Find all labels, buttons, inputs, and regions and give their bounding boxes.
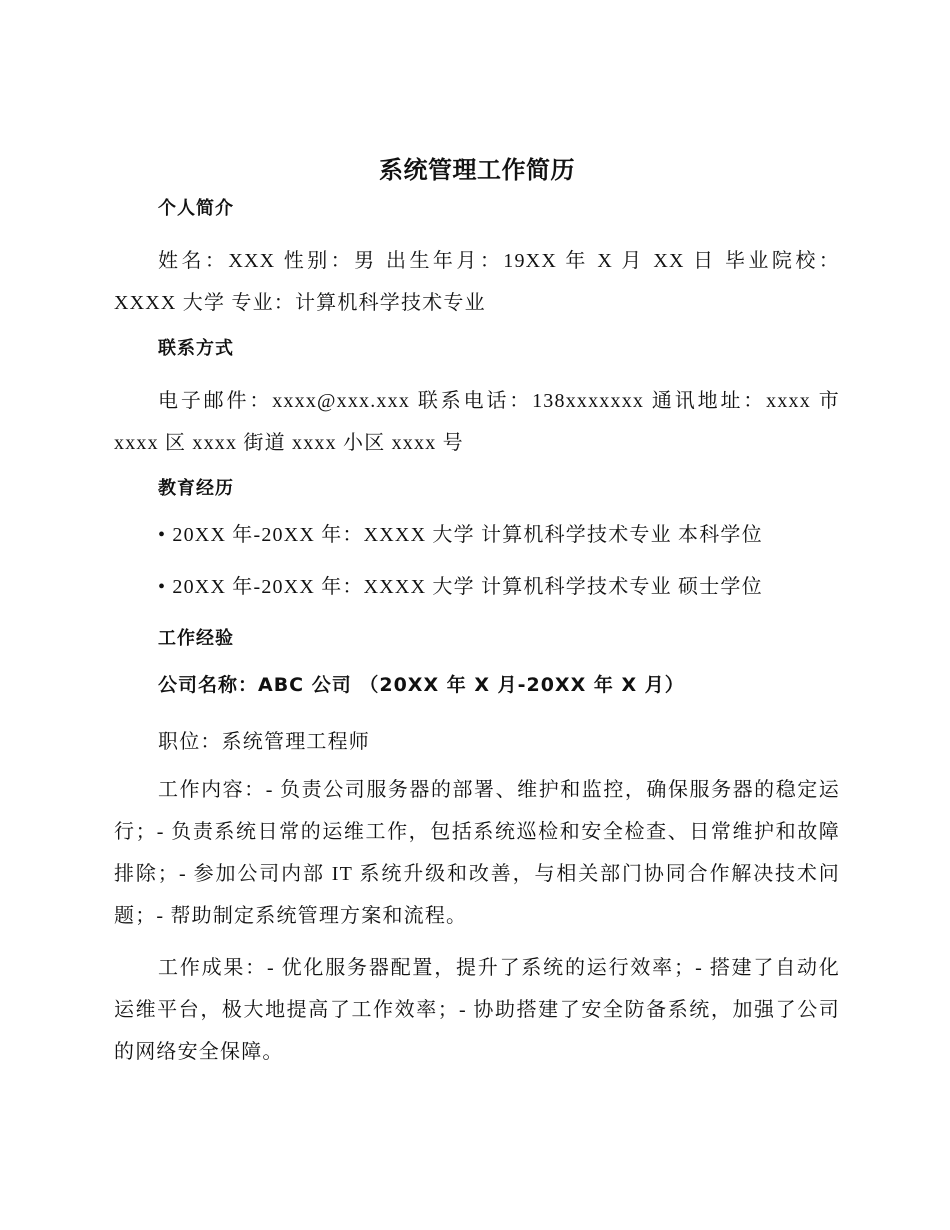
duties-text: 工作内容：- 负责公司服务器的部署、维护和监控，确保服务器的稳定运行；- 负责系统日常的运维工作，包括系统巡检和安全检查、日常维护和故障排除；- 参加公司内部 IT 系统升级和改善，与相关部门协同合作解决技术问题；- 帮助制定系统管理方案和流程。 — [114, 779, 840, 927]
section-heading-education: 教育经历 — [158, 478, 234, 499]
education-item: • 20XX 年-20XX 年：XXXX 大学 计算机科学技术专业 硕士学位 — [158, 576, 763, 598]
section-heading-contact: 联系方式 — [158, 338, 234, 359]
position-text: 职位：系统管理工程师 — [158, 731, 370, 753]
company-line — [114, 670, 840, 701]
contact-text: 电子邮件：xxxx@xxx.xxx 联系电话：138xxxxxxx 通讯地址：xxxx 市 xxxx 区 xxxx 街道 xxxx 小区 xxxx 号 — [114, 390, 840, 454]
section-heading-work: 工作经验 — [158, 628, 234, 649]
achievements-text: 工作成果：- 优化服务器配置，提升了系统的运行效率；- 搭建了自动化运维平台，极大地提高了工作效率；- 协助搭建了安全防备系统，加强了公司的网络安全保障。 — [114, 957, 840, 1063]
page-title: 系统管理工作简历 — [379, 156, 575, 184]
document-content — [114, 150, 840, 1083]
section-heading-profile: 个人简介 — [158, 198, 234, 219]
company-text: 公司名称：ABC 公司 （20XX 年 X 月-20XX 年 X 月） — [158, 674, 685, 696]
education-item: • 20XX 年-20XX 年：XXXX 大学 计算机科学技术专业 本科学位 — [158, 524, 763, 546]
profile-text: 姓名：XXX 性别：男 出生年月：19XX 年 X 月 XX 日 毕业院校：XXXX 大学 专业：计算机科学技术专业 — [114, 250, 840, 314]
